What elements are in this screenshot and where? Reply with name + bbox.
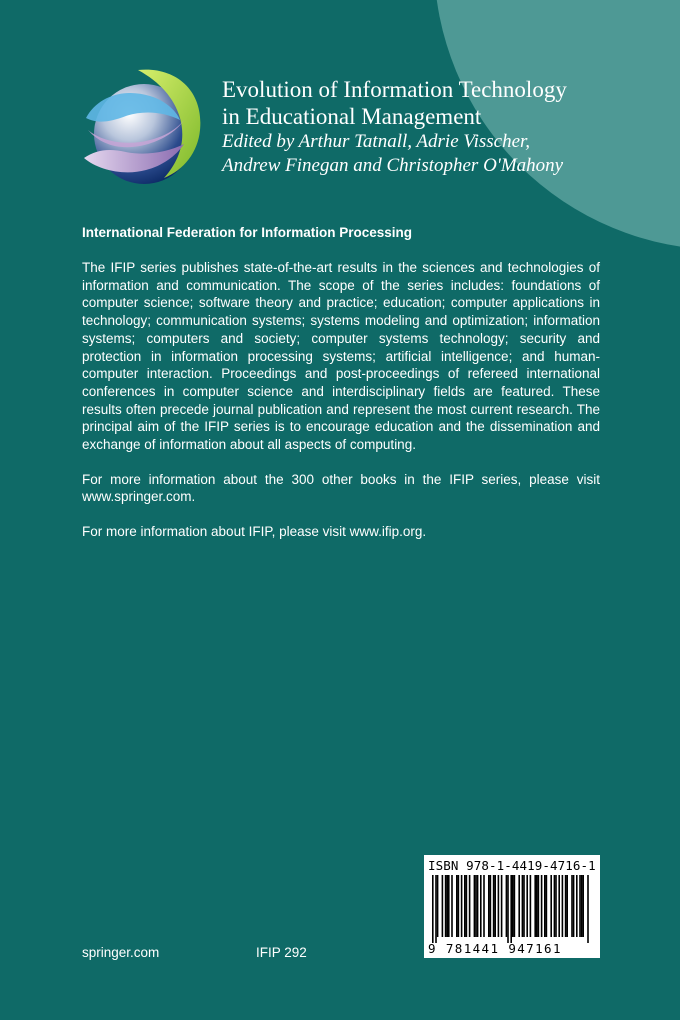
barcode-bar bbox=[437, 875, 439, 937]
barcode-bar bbox=[510, 875, 512, 943]
barcode-bar bbox=[493, 875, 495, 937]
barcode-bar bbox=[507, 875, 509, 943]
barcode-bar bbox=[456, 875, 458, 937]
series-number: IFIP 292 bbox=[256, 945, 307, 960]
book-title-line-1: Evolution of Information Technology bbox=[222, 77, 567, 102]
barcode-bar bbox=[506, 875, 508, 937]
barcode-bar bbox=[461, 875, 463, 937]
barcode-bar bbox=[466, 875, 468, 937]
barcode-icon bbox=[432, 875, 592, 943]
barcode-bar bbox=[530, 875, 532, 937]
barcode-bar bbox=[432, 875, 434, 943]
ifip-info: For more information about IFIP, please visit www.ifip.org. bbox=[82, 524, 427, 540]
globe-swoosh-logo bbox=[80, 60, 210, 200]
book-title-line-2: in Educational Management bbox=[222, 104, 482, 129]
barcode-bar bbox=[501, 875, 503, 937]
barcode-bar bbox=[458, 875, 460, 937]
barcode-bar bbox=[534, 875, 536, 937]
barcode-bar bbox=[546, 875, 548, 937]
barcode-bar bbox=[475, 875, 477, 937]
barcode-bar bbox=[526, 875, 528, 937]
barcode-bar bbox=[562, 875, 564, 937]
barcode-digits: 9 781441 947161 bbox=[428, 941, 562, 956]
barcode-bar bbox=[480, 875, 482, 937]
barcode-bar bbox=[494, 875, 496, 937]
barcode-bar bbox=[579, 875, 581, 937]
barcode-bar bbox=[445, 875, 447, 937]
barcode-panel bbox=[424, 855, 600, 958]
barcode-bar bbox=[512, 875, 514, 937]
barcode-bar bbox=[469, 875, 471, 937]
barcode-bar bbox=[477, 875, 479, 937]
cover-title-block bbox=[222, 76, 642, 178]
barcode-bar bbox=[446, 875, 448, 937]
back-cover-content bbox=[82, 225, 600, 558]
barcode-bar bbox=[448, 875, 450, 937]
barcode-bar bbox=[565, 875, 567, 937]
barcode-bar bbox=[538, 875, 540, 937]
barcode-bar bbox=[573, 875, 575, 937]
barcode-bar bbox=[442, 875, 444, 937]
organization-heading: International Federation for Information Processing bbox=[82, 225, 413, 240]
barcode-bar bbox=[558, 875, 560, 937]
barcode-bar bbox=[581, 875, 583, 937]
barcode-bar bbox=[544, 875, 546, 937]
editors-line-1: Edited by Arthur Tatnall, Adrie Visscher, bbox=[222, 131, 531, 152]
barcode-bar bbox=[498, 875, 500, 937]
barcode-bar bbox=[536, 875, 538, 937]
barcode-bar bbox=[464, 875, 466, 937]
barcode-bar bbox=[490, 875, 492, 937]
barcode-bar bbox=[555, 875, 557, 937]
series-description: The IFIP series publishes state-of-the-art results in the sciences and technologies of information and communication. The scope of the series includes: foundations of computer science; software theory and practice; education; computer applications in technology; communication systems; systems modeling and optimization; information systems; computers and society; computer systems technology; security and protection in information processing systems; artificial intelligence; and human-computer interaction. Proceedings and post-proceedings of refereed international conferences in computer science and interdisciplinary fields are featured. These results often precede journal publication and represent the most current research. The principal aim of the IFIP series is to encourage education and the dissemination and exchange of information about all aspects of computing. bbox=[82, 260, 600, 453]
barcode-bar bbox=[541, 875, 543, 937]
springer-info: For more information about the 300 other books in the IFIP series, please visit www.springer.com. bbox=[82, 471, 600, 505]
barcode-bar bbox=[522, 875, 524, 937]
barcode-bar bbox=[582, 875, 584, 937]
barcode-bar bbox=[474, 875, 476, 937]
barcode-bar bbox=[550, 875, 552, 937]
barcode-bar bbox=[571, 875, 573, 937]
barcode-bar bbox=[451, 875, 453, 937]
barcode-bar bbox=[523, 875, 525, 937]
barcode-bar bbox=[435, 875, 437, 943]
barcode-bar bbox=[576, 875, 578, 937]
barcode-bar bbox=[483, 875, 485, 937]
barcode-bar bbox=[566, 875, 568, 937]
barcode-bar bbox=[514, 875, 516, 937]
publisher-site: springer.com bbox=[82, 945, 160, 960]
barcode-bar bbox=[488, 875, 490, 937]
barcode-bar bbox=[587, 875, 589, 943]
barcode-bar bbox=[554, 875, 556, 937]
isbn-label: ISBN 978-1-4419-4716-1 bbox=[428, 858, 596, 873]
editors-line-2: Andrew Finegan and Christopher O'Mahony bbox=[222, 155, 564, 176]
barcode-bar bbox=[518, 875, 520, 937]
